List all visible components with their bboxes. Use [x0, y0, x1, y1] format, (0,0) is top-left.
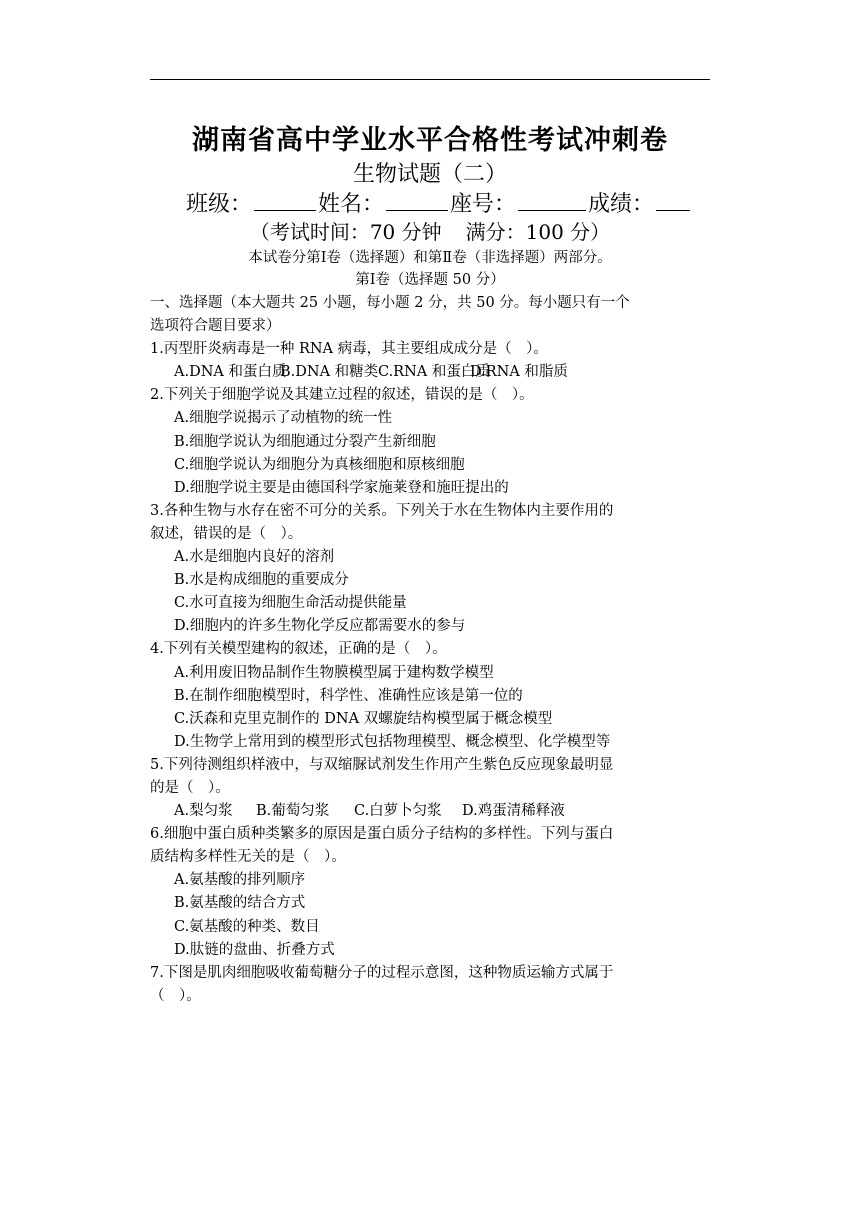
question-option: D.RNA 和脂质: [470, 364, 568, 381]
class-label: 班级：: [186, 192, 253, 217]
full-score: 满分：100 分）: [465, 220, 611, 244]
seat-blank: [518, 192, 586, 211]
question-option: A.细胞学说揭示了动植物的统一性: [174, 410, 393, 427]
question-stem: 2.下列关于细胞学说及其建立过程的叙述，错误的是（ ）。: [150, 387, 534, 404]
question-stem: 的是（ ）。: [150, 779, 230, 796]
question-option: D.生物学上常用到的模型形式包括物理模型、概念模型、化学模型等: [174, 733, 611, 750]
question-option: A.利用废旧物品制作生物膜模型属于建构数学模型: [174, 664, 494, 681]
score-label: 成绩：: [588, 192, 655, 217]
question-stem: （ ）。: [150, 987, 201, 1004]
instructions-line-2: 选项符合题目要求）: [150, 318, 281, 335]
question-options-row: [150, 800, 716, 823]
question-option: A.氨基酸的排列顺序: [174, 872, 306, 889]
question-option: D.细胞学说主要是由德国科学家施莱登和施旺提出的: [174, 479, 509, 496]
question-option: C.白萝卜匀浆: [354, 803, 442, 820]
question-option: B.DNA 和糖类: [280, 364, 379, 381]
question-option: A.水是细胞内良好的溶剂: [174, 549, 335, 566]
question-option: B.细胞学说认为细胞通过分裂产生新细胞: [174, 433, 436, 450]
question-option: D.细胞内的许多生物化学反应都需要水的参与: [174, 618, 466, 635]
exam-time: （考试时间：70 分钟: [249, 220, 442, 244]
question-option: B.水是构成细胞的重要成分: [174, 572, 349, 589]
question-option: D.鸡蛋清稀释液: [462, 803, 565, 820]
question-stem: 叙述，错误的是（ ）。: [150, 525, 303, 542]
question-stem: 4.下列有关模型建构的叙述，正确的是（ ）。: [150, 641, 447, 658]
question-option: B.葡萄匀浆: [256, 803, 330, 820]
class-blank: [254, 192, 316, 211]
question-stem: 7.下图是肌肉细胞吸收葡萄糖分子的过程示意图，这种物质运输方式属于: [150, 964, 614, 981]
question-stem: 质结构多样性无关的是（ ）。: [150, 849, 346, 866]
question-options-row: [150, 361, 716, 384]
question-option: C.RNA 和蛋白质: [378, 364, 490, 381]
question-option: D.肽链的盘曲、折叠方式: [174, 941, 335, 958]
question-stem: 5.下列待测组织样液中，与双缩脲试剂发生作用产生紫色反应现象最明显: [150, 756, 614, 773]
question-option: B.在制作细胞模型时，科学性、准确性应该是第一位的: [174, 687, 523, 704]
question-option: C.水可直接为细胞生命活动提供能量: [174, 595, 407, 612]
questions-body: [150, 292, 716, 1008]
exam-note: 本试卷分第Ⅰ卷（选择题）和第Ⅱ卷（非选择题）两部分。: [248, 250, 612, 266]
name-blank: [386, 192, 448, 211]
exam-title: 湖南省高中学业水平合格性考试冲刺卷: [192, 125, 668, 156]
question-option: A.梨匀浆: [174, 803, 233, 820]
header-rule: [150, 79, 710, 80]
question-option: C.细胞学说认为细胞分为真核细胞和原核细胞: [174, 456, 465, 473]
question-stem: 1.丙型肝炎病毒是一种 RNA 病毒，其主要组成成分是（ ）。: [150, 341, 548, 358]
exam-subtitle: 生物试题（二）: [352, 162, 507, 187]
score-blank: [656, 192, 690, 211]
question-option: B.氨基酸的结合方式: [174, 895, 306, 912]
question-option: C.氨基酸的种类、数目: [174, 918, 320, 935]
name-label: 姓名：: [318, 192, 385, 217]
seat-label: 座号：: [450, 192, 517, 217]
question-option: A.DNA 和蛋白质: [174, 364, 287, 381]
section-title: 第Ⅰ卷（选择题 50 分）: [355, 272, 505, 288]
exam-time-line: [150, 216, 710, 245]
question-option: C.沃森和克里克制作的 DNA 双螺旋结构模型属于概念模型: [174, 710, 553, 727]
instructions-line-1: 一、选择题（本大题共 25 小题，每小题 2 分，共 50 分。每小题只有一个: [150, 295, 630, 311]
question-stem: 6.细胞中蛋白质种类繁多的原因是蛋白质分子结构的多样性。下列与蛋白: [150, 826, 614, 843]
student-info-line: [186, 187, 692, 218]
question-stem: 3.各种生物与水存在密不可分的关系。下列关于水在生物体内主要作用的: [150, 502, 614, 519]
